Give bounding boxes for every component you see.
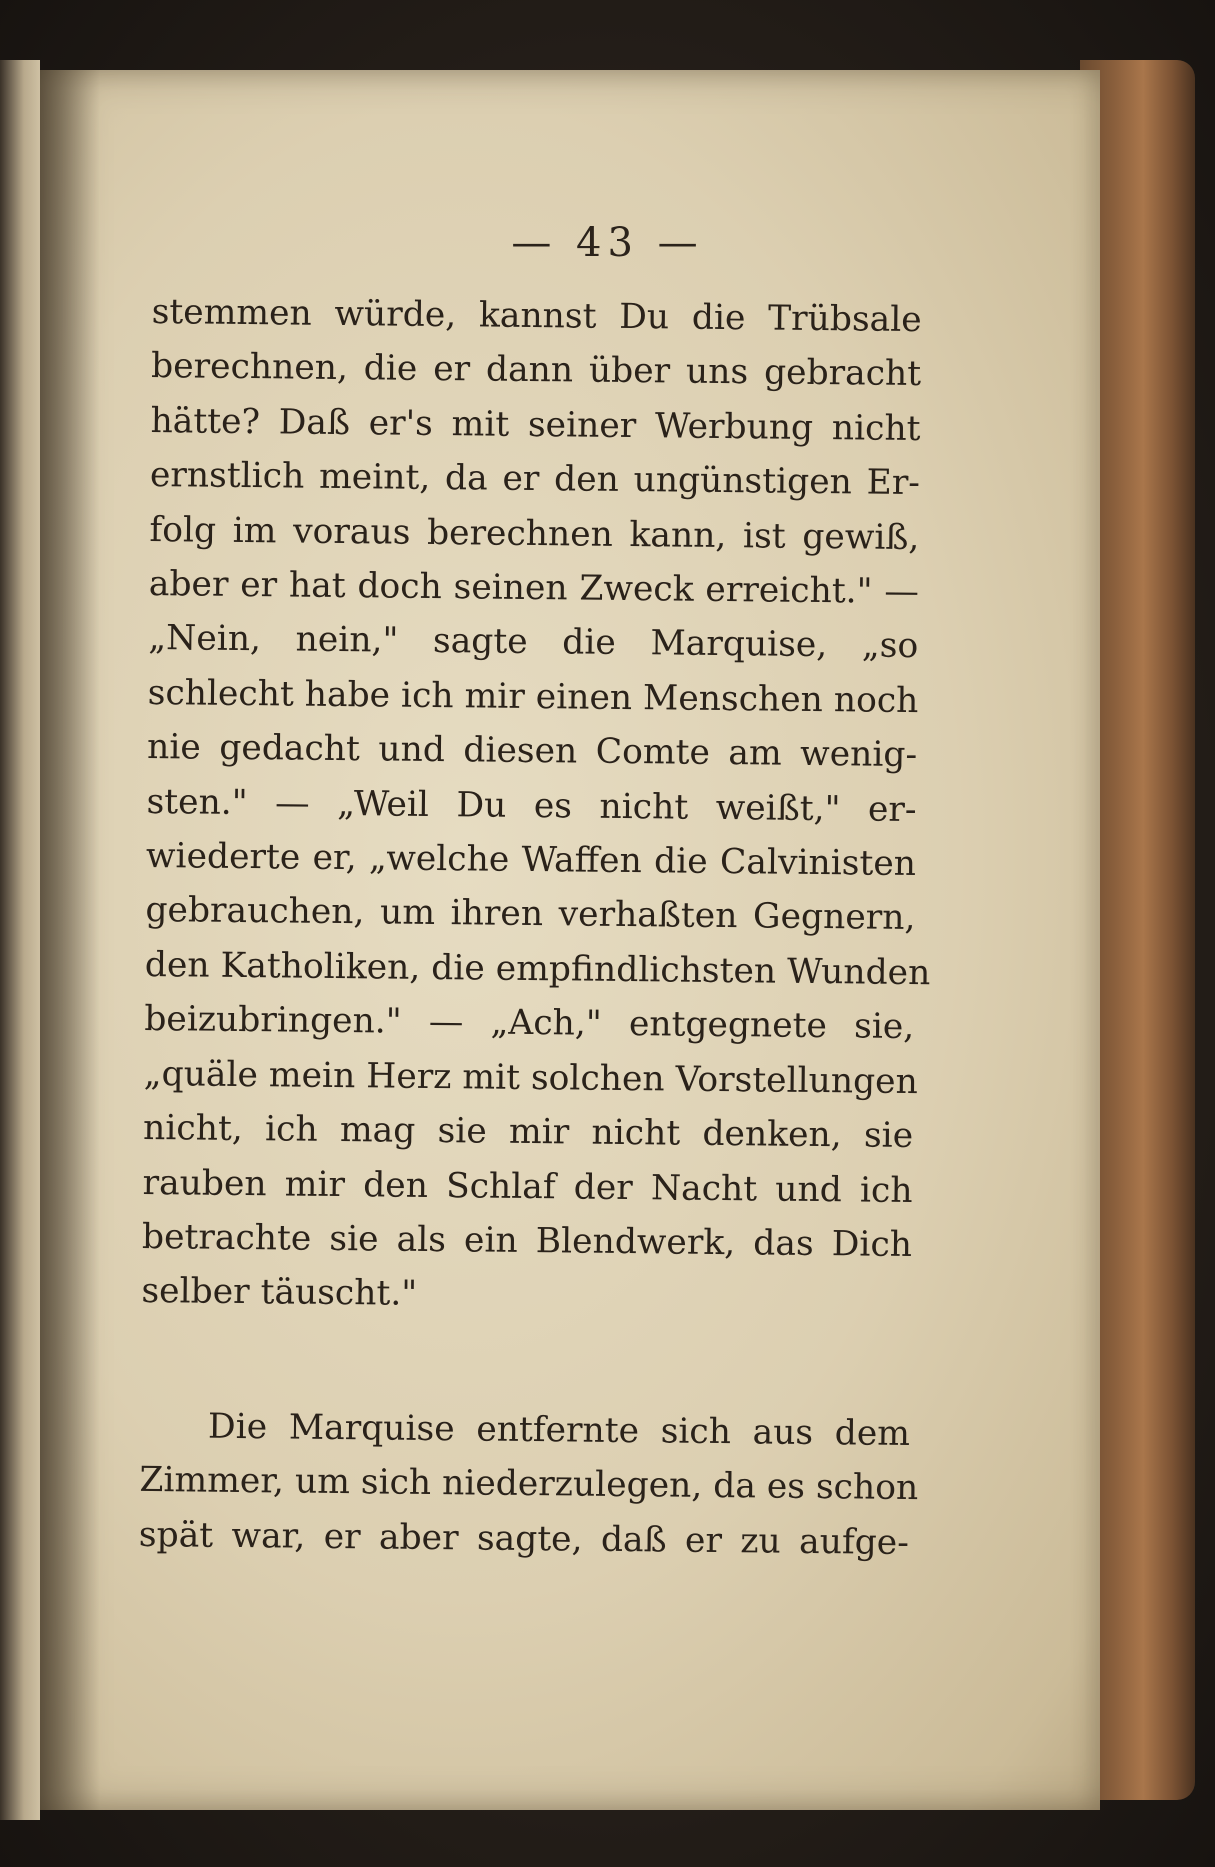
text-line: berechnen, die er dann über uns gebracht [150, 346, 922, 395]
text-line: Zimmer, um sich niederzulegen, da es schon [139, 1460, 919, 1509]
text-line: selber täuscht." [141, 1271, 418, 1315]
text-line: Die Marquise entfernte sich aus dem [207, 1406, 911, 1454]
page-text [138, 285, 931, 1570]
text-line: rauben mir den Schlaf der Nacht und ich [142, 1162, 913, 1211]
text-line: „quäle mein Herz mit solchen Vorstellungen [143, 1053, 919, 1102]
text-line: stemmen würde, kannst Du die Trübsale [151, 291, 922, 341]
text-line: den Katholiken, die empfindlichsten Wunden [144, 944, 931, 994]
paragraph-2 [138, 1399, 919, 1570]
text-line: nie gedacht und diesen Comte am wenig- [146, 727, 918, 776]
text-line: „Nein, nein," sagte die Marquise, „so [148, 618, 919, 667]
text-line: sten." — „Weil Du es nicht weißt," er- [146, 781, 917, 830]
text-line: gebrauchen, um ihren verhaßten Gegnern, [145, 890, 916, 939]
paragraph-1 [141, 285, 931, 1327]
text-line: schlecht habe ich mir einen Menschen noch [147, 672, 919, 721]
text-line: wiederte er, „welche Waffen die Calvinisten [145, 836, 917, 885]
text-line: spät war, er aber sagte, daß er zu aufge- [138, 1514, 910, 1563]
left-page-edge [0, 60, 40, 1820]
text-line: beizubringen." — „Ach," entgegnete sie, [144, 999, 915, 1048]
text-line: nicht, ich mag sie mir nicht denken, sie [142, 1108, 914, 1157]
text-line: aber er hat doch seinen Zweck erreicht." — [148, 564, 920, 613]
page-number: — 43 — [511, 220, 704, 266]
text-line: betrachte sie als ein Blendwerk, das Dich [141, 1216, 913, 1265]
spine-shadow [40, 70, 100, 1810]
text-line: hätte? Daß er's mit seiner Werbung nicht [150, 400, 921, 449]
text-line: ernstlich meint, da er den ungünstigen Er- [149, 455, 921, 504]
text-line: folg im voraus berechnen kann, ist gewiß, [149, 509, 920, 558]
paragraph-gap [140, 1319, 911, 1407]
